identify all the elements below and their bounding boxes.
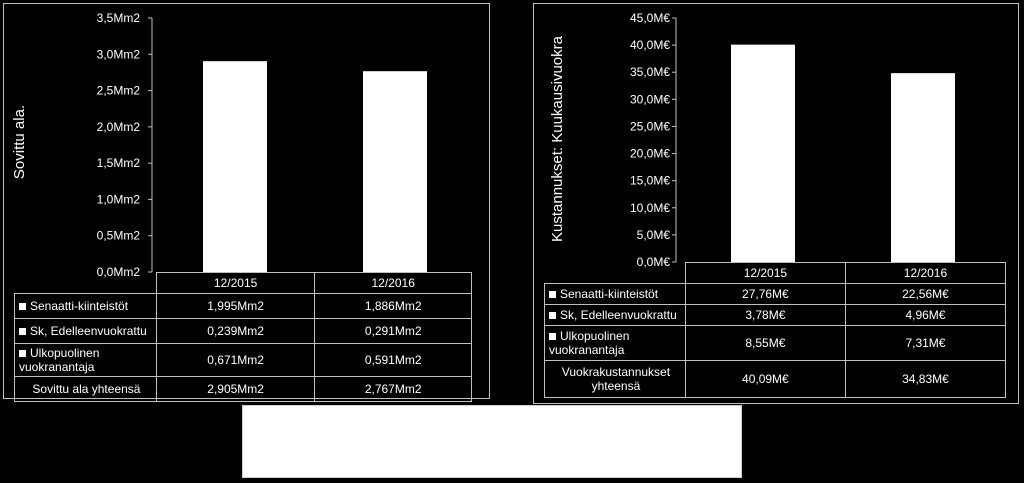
table-row-label — [15, 294, 157, 319]
y-tick-label: 35,0M€ — [629, 65, 670, 80]
table-cell: 0,239Mm2 — [156, 319, 314, 344]
table-cell: 2,767Mm2 — [315, 377, 472, 402]
y-tick-label: 25,0M€ — [629, 119, 670, 134]
table-row-label — [545, 326, 686, 361]
legend-key-icon — [549, 291, 556, 298]
table-cell: 1,886Mm2 — [315, 294, 472, 319]
table-cell: 22,56M€ — [845, 284, 1005, 305]
y-tick-label: 20,0M€ — [629, 146, 670, 161]
cost-data-table — [544, 262, 1006, 398]
y-tick-label: 0,5Mm2 — [96, 228, 140, 243]
table-cell: 2,905Mm2 — [156, 377, 314, 402]
legend-key-icon — [19, 350, 26, 357]
area-chart-panel — [3, 3, 490, 399]
table-row-label — [15, 344, 157, 377]
table-header-row — [545, 263, 1006, 284]
table-row-label — [15, 377, 157, 402]
table-row — [15, 319, 472, 344]
table-row-label — [545, 284, 686, 305]
category-label: 12/2015 — [156, 273, 314, 294]
bar — [891, 73, 955, 262]
bar — [203, 61, 267, 272]
table-corner — [545, 263, 686, 284]
table-row — [15, 344, 472, 377]
y-tick-label: 3,0Mm2 — [96, 47, 140, 62]
area-data-table — [14, 272, 472, 402]
row-label-text: Sovittu ala yhteensä — [32, 382, 141, 396]
table-row — [545, 284, 1006, 305]
table-cell: 8,55M€ — [685, 326, 845, 361]
table-cell: 1,995Mm2 — [156, 294, 314, 319]
y-tick-label: 15,0M€ — [629, 173, 670, 188]
row-label-text: Ulkopuolinen vuokranantaja — [549, 329, 630, 357]
category-label: 12/2015 — [685, 263, 845, 284]
row-label-text: Senaatti-kiinteistöt — [560, 287, 659, 301]
table-row-label — [15, 319, 157, 344]
y-tick-label: 0,0Mm2 — [96, 265, 140, 279]
table-row-label — [545, 305, 686, 326]
legend-key-icon — [19, 328, 26, 335]
y-tick-label: 30,0M€ — [629, 92, 670, 107]
table-cell: 0,291Mm2 — [315, 319, 472, 344]
row-label-text: Senaatti-kiinteistöt — [30, 299, 129, 313]
y-tick-label: 0,0M€ — [636, 255, 670, 269]
category-label: 12/2016 — [315, 273, 472, 294]
table-corner — [15, 273, 157, 294]
table-row — [545, 305, 1006, 326]
table-row-label — [545, 361, 686, 398]
table-row — [15, 294, 472, 319]
y-axis-label: Kustannukset: Kuukausivuokra — [549, 36, 566, 242]
table-row — [545, 326, 1006, 361]
row-label-text: Sk, Edelleenvuokrattu — [560, 308, 677, 322]
y-tick-label: 40,0M€ — [629, 38, 670, 53]
table-cell: 4,96M€ — [845, 305, 1005, 326]
row-label-text: Sk, Edelleenvuokrattu — [30, 324, 147, 338]
row-label-text: Ulkopuolinen vuokranantaja — [19, 346, 100, 374]
legend-key-icon — [19, 303, 26, 310]
y-tick-label: 45,0M€ — [629, 11, 670, 25]
table-cell: 7,31M€ — [845, 326, 1005, 361]
legend-key-icon — [549, 312, 556, 319]
table-cell: 3,78M€ — [685, 305, 845, 326]
bar — [731, 45, 795, 262]
y-tick-label: 1,5Mm2 — [96, 156, 140, 171]
table-cell: 0,671Mm2 — [156, 344, 314, 377]
table-header-row — [15, 273, 472, 294]
row-label-text: Vuokrakustannukset yhteensä — [561, 365, 671, 393]
table-row — [15, 377, 472, 402]
y-tick-label: 5,0M€ — [636, 227, 670, 242]
cost-chart-panel — [533, 3, 1019, 404]
y-axis-label: Sovittu ala. — [11, 104, 28, 180]
legend-key-icon — [549, 333, 556, 340]
category-label: 12/2016 — [845, 263, 1005, 284]
y-tick-label: 1,0Mm2 — [96, 192, 140, 207]
y-tick-label: 3,5Mm2 — [96, 11, 140, 25]
y-tick-label: 2,5Mm2 — [96, 83, 140, 98]
table-cell: 27,76M€ — [685, 284, 845, 305]
table-row — [545, 361, 1006, 398]
bar — [363, 71, 427, 272]
table-cell: 34,83M€ — [845, 361, 1005, 398]
caption-box — [242, 405, 742, 478]
y-tick-label: 2,0Mm2 — [96, 119, 140, 134]
table-cell: 0,591Mm2 — [315, 344, 472, 377]
table-cell: 40,09M€ — [685, 361, 845, 398]
y-tick-label: 10,0M€ — [629, 200, 670, 215]
